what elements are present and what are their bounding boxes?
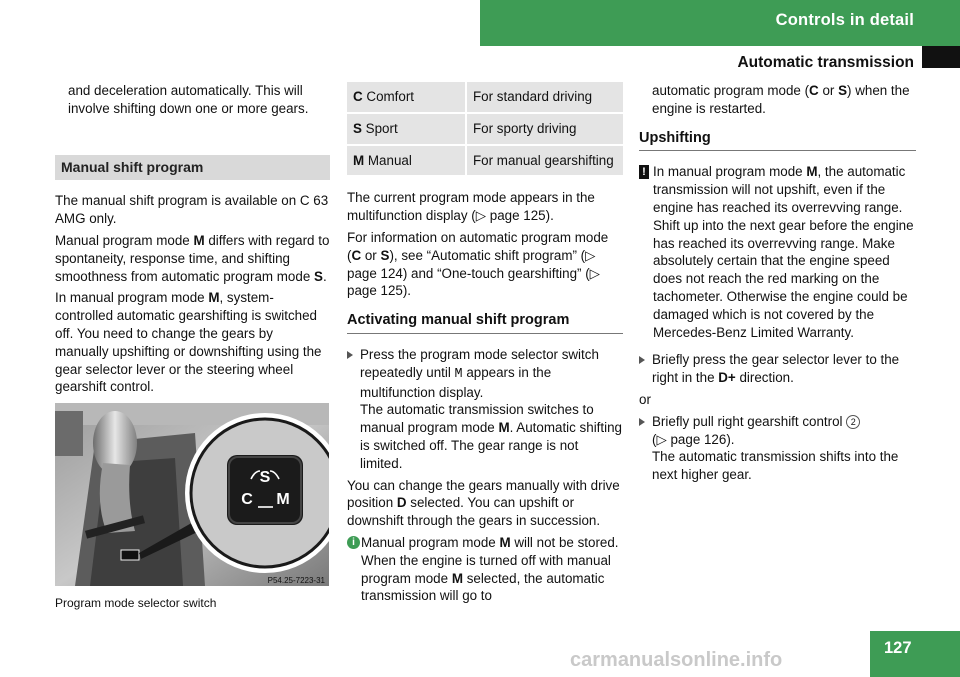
column-right xyxy=(639,82,916,488)
header-marker-block xyxy=(922,46,960,68)
gear-selector-illustration xyxy=(55,403,329,586)
section-title-manual-shift: Manual shift program xyxy=(55,155,330,181)
selector-letter-c: C xyxy=(241,491,253,508)
continuation-paragraph: automatic program mode (C or S) when the engine is restarted. xyxy=(652,83,910,116)
current-mode-paragraph: The current program mode appears in the multifunction display (▷ page 125). xyxy=(347,190,595,224)
mode-name-cell: S Sport xyxy=(347,113,466,145)
intro-paragraph: and deceleration automatically. This will involve shifting down one or more gears. xyxy=(68,83,309,116)
system-gearshift-paragraph: In manual program mode M, system-controlled automatic gearshifting is switched off. You need to change the gears by manually upshifting or downshifting using the gear selector lever or the steering wheel gearshift control. xyxy=(55,290,322,395)
subsection-title-upshifting: Upshifting xyxy=(639,130,916,152)
manual-mode-paragraph: Manual program mode M differs with regard to spontaneity, response time, and shifting smoothness from automatic program mode S. xyxy=(55,232,330,284)
selector-letter-s: S xyxy=(259,469,271,486)
selector-letter-m: M xyxy=(276,491,290,508)
image-caption: Program mode selector switch xyxy=(55,596,217,610)
instruction-bullet: Press the program mode selector switch repeatedly until M appears in the multifunction display. The automatic transmission switches to manual program mode M. Automatic shifting is switched off. The gear range is not limited. xyxy=(347,346,623,473)
program-selector-photo xyxy=(55,403,329,586)
column-middle xyxy=(347,82,623,609)
mode-desc-cell: For sporty driving xyxy=(466,113,623,145)
instruction-bullet: Briefly pull right gearshift control 2 (▷ page 126). The automatic transmission shifts into the next higher gear. xyxy=(639,413,916,484)
bullet-arrow-icon xyxy=(639,418,645,426)
page-number: 127 xyxy=(884,639,912,657)
mode-desc-cell: For manual gearshifting xyxy=(466,145,623,177)
or-text: or xyxy=(639,391,651,407)
table-row xyxy=(347,82,623,113)
bullet-arrow-icon xyxy=(639,356,645,364)
image-code: P54.25-7223-31 xyxy=(267,576,325,585)
drive-position-paragraph: You can change the gears manually with drive position D selected. You can upshift or downshift through the gears in succession. xyxy=(347,477,620,529)
column-left xyxy=(55,82,330,400)
mode-name-cell: C Comfort xyxy=(347,82,466,113)
warning-note: ! In manual program mode M, the automatic transmission will not upshift, even if the engine has reached its overrevving range. Shift up into the next gear before the engine has reached its overrevving range. Make absolutely certain that the engine speed does not reach the red marking on the tachometer. Otherwise the engine could be damaged which is not covered by the Mercedes-Benz Limited Warranty. xyxy=(639,163,916,341)
bullet-arrow-icon xyxy=(347,351,353,359)
header-subsection-title: Automatic transmission xyxy=(737,54,914,71)
table-row xyxy=(347,113,623,145)
header-section-title: Controls in detail xyxy=(775,11,914,29)
callout-number-icon: 2 xyxy=(846,415,860,429)
instruction-bullet: Briefly press the gear selector lever to the right in the D+ direction. xyxy=(639,351,916,387)
table-row xyxy=(347,145,623,177)
info-note: i Manual program mode M will not be stored. When the engine is turned off with manual program mode M selected, the automatic transmission will go to xyxy=(347,534,623,605)
watermark-text: carmanualsonline.info xyxy=(570,649,783,671)
warning-icon: ! xyxy=(639,165,649,179)
page-number-tab xyxy=(870,631,960,677)
header-section-tab xyxy=(480,0,960,46)
automatic-info-paragraph: For information on automatic program mode (C or S), see “Automatic shift program” (▷ page 124) and “One-touch gearshifting” (▷ page 125). xyxy=(347,229,609,299)
program-modes-table xyxy=(347,82,623,177)
availability-paragraph: The manual shift program is available on C 63 AMG only. xyxy=(55,193,329,227)
subsection-title-activating: Activating manual shift program xyxy=(347,312,623,334)
mode-desc-cell: For standard driving xyxy=(466,82,623,113)
info-icon: i xyxy=(347,536,360,549)
mode-name-cell: M Manual xyxy=(347,145,466,177)
